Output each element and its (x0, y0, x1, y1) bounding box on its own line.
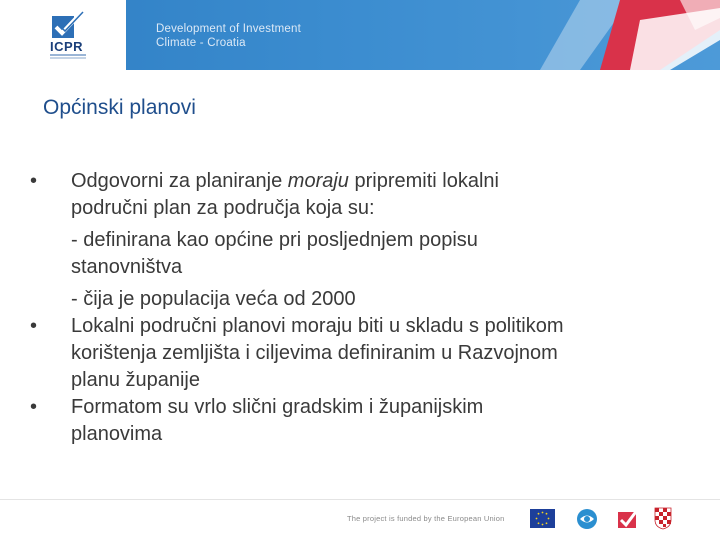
ipa-logo-icon (576, 508, 598, 530)
header-title-line2: Climate - Croatia (156, 37, 246, 49)
logo-text: ICPR (50, 39, 84, 54)
icpr-logo-icon (50, 10, 86, 40)
header-title (156, 22, 301, 50)
bullet-2-line3: planu županije (71, 369, 200, 391)
partner-logo-icon (616, 506, 640, 530)
sub-item-1-line2: stanovništva (71, 256, 183, 278)
slide-title: Općinski planovi (43, 96, 196, 119)
eu-flag-icon (530, 509, 555, 528)
header-decoration-icon (520, 0, 720, 70)
bullet-item-2 (30, 313, 700, 340)
bullet-3-line1: Formatom su vrlo slični gradskim i županijskim (71, 396, 484, 418)
bullet-3-line2: planovima (71, 423, 163, 445)
bullet-item-3 (30, 394, 700, 421)
bullet-1-text-pre: Odgovorni za planiranje (71, 170, 288, 192)
bullet-1-line2: područni plan za područja koja su: (71, 197, 375, 219)
logo-area (0, 0, 126, 70)
sub-item-2: - čija je populacija veća od 2000 (71, 288, 356, 310)
croatia-coat-of-arms-icon (654, 506, 672, 530)
content-body (30, 168, 700, 448)
bullet-2-line1: Lokalni područni planovi moraju biti u skladu s politikom (71, 315, 564, 337)
bullet-2-line2: korištenja zemljišta i ciljevima definiranim u Razvojnom (71, 342, 558, 364)
bullet-dot: • (30, 396, 38, 418)
footer-funding-text: The project is funded by the European Union (347, 514, 505, 523)
bullet-item-1 (30, 168, 700, 195)
header-banner (0, 0, 720, 70)
bullet-dot: • (30, 315, 38, 337)
logo-underline (50, 54, 86, 56)
footer-divider (0, 499, 720, 500)
header-title-line1: Development of Investment (156, 23, 301, 35)
sub-item-1-line1: - definirana kao općine pri posljednjem popisu (71, 229, 478, 251)
bullet-1-text-post: pripremiti lokalni (348, 170, 499, 192)
bullet-dot: • (30, 170, 38, 192)
bullet-1-text-emphasis: moraju (287, 170, 349, 192)
